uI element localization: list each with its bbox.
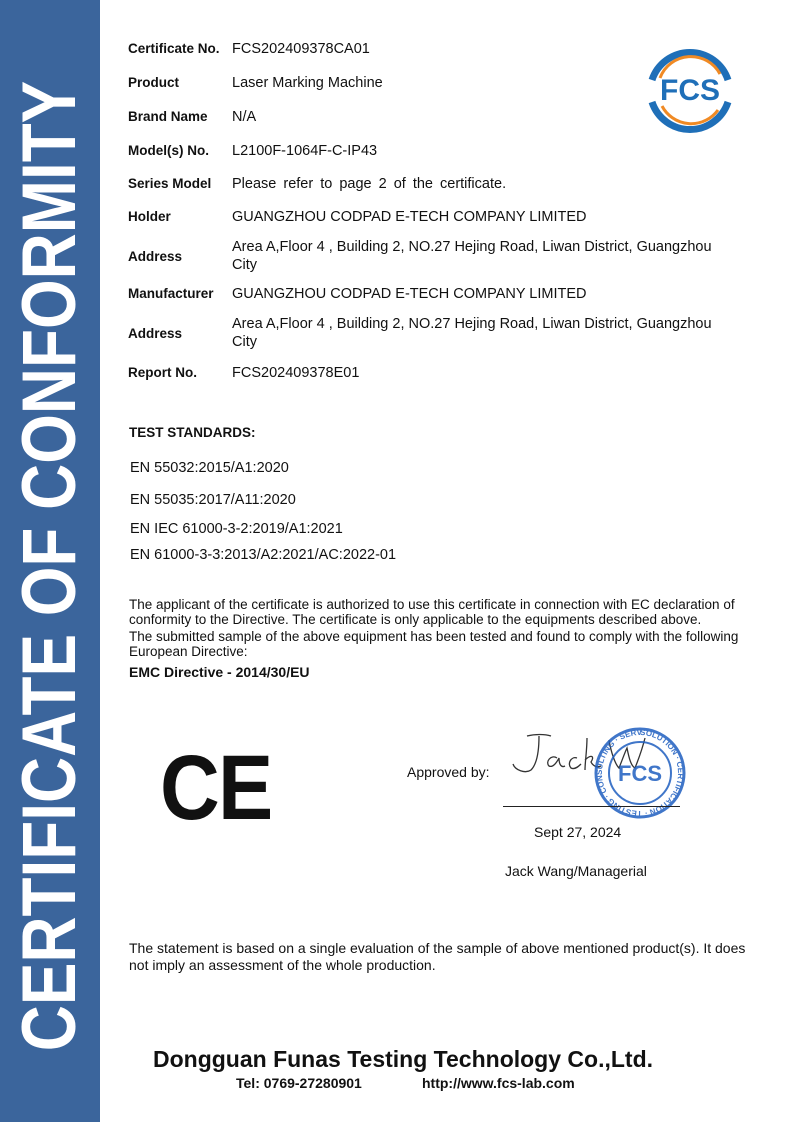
sidebar-title: CERTIFICATE OF CONFORMITY [7, 80, 92, 1052]
sidebar-banner [0, 0, 100, 1122]
approved-by-label: Approved by: [407, 764, 490, 780]
model-label: Model(s) No. [128, 143, 209, 158]
holder-address-label: Address [128, 249, 183, 264]
company-name: Dongguan Funas Testing Technology Co.,Ltd. [153, 1046, 654, 1072]
holder-address-value: Area A,Floor 4 , Building 2, NO.27 Hejing Road, Liwan District, Guangzhou [232, 239, 712, 255]
holder-value: GUANGZHOU CODPAD E-TECH COMPANY LIMITED [232, 209, 587, 225]
directive: EMC Directive - 2014/30/EU [129, 664, 310, 680]
report-no-label: Report No. [128, 365, 197, 380]
company-phone: Tel: 0769-27280901 [236, 1075, 362, 1091]
report-no-value: FCS202409378E01 [232, 365, 360, 381]
model-value: L2100F-1064F-C-IP43 [232, 143, 378, 159]
standard-item: EN 55032:2015/A1:2020 [130, 460, 289, 476]
authorization-paragraph: The applicant of the certificate is authorized to use this certificate in connection with EC declaration of conformity to the Directive. The certificate is only applicable to the equipments described above. [129, 597, 735, 627]
holder-address-city: City [232, 257, 257, 273]
statement: The statement is based on a single evaluation of the sample of above mentioned product(s). It does not imply an assessment of the whole production. [129, 940, 746, 973]
standard-item: EN 61000-3-3:2013/A2:2021/AC:2022-01 [130, 547, 397, 563]
series-model-label: Series Model [128, 176, 212, 191]
signer-name: Jack Wang/Managerial [505, 863, 647, 879]
brand-name-value: N/A [232, 109, 257, 125]
signature-line [503, 806, 680, 807]
standards-heading: TEST STANDARDS: [129, 425, 256, 440]
certificate-no-label: Certificate No. [128, 41, 220, 56]
svg-text:SOLUTION · CERTIFICATION · TES: SOLUTION · CERTIFICATION · TESTING · CONSULTING · SERV [594, 727, 686, 819]
manufacturer-label: Manufacturer [128, 286, 214, 301]
approval-date: Sept 27, 2024 [534, 824, 622, 840]
manufacturer-value: GUANGZHOU CODPAD E-TECH COMPANY LIMITED [232, 286, 587, 302]
standard-item: EN 55035:2017/A11:2020 [130, 492, 296, 508]
series-model-value: Please refer to page 2 of the certificate. [232, 176, 507, 192]
compliance-paragraph: The submitted sample of the above equipment has been tested and found to comply with the following European Directive: [129, 629, 739, 659]
conformity-text [129, 597, 741, 681]
product-value: Laser Marking Machine [232, 75, 383, 91]
manufacturer-address-city: City [232, 334, 257, 350]
certificate-no-value: FCS202409378CA01 [232, 41, 370, 57]
holder-label: Holder [128, 209, 171, 224]
fcs-logo [640, 40, 740, 140]
standard-item: EN IEC 61000-3-2:2019/A1:2021 [130, 521, 343, 537]
manufacturer-address-value: Area A,Floor 4 , Building 2, NO.27 Hejing Road, Liwan District, Guangzhou [232, 316, 712, 332]
product-label: Product [128, 75, 180, 90]
ce-mark: CE [160, 737, 272, 839]
svg-text:FCS: FCS [618, 761, 662, 786]
company-website[interactable]: http://www.fcs-lab.com [422, 1075, 575, 1091]
svg-text:FCS: FCS [660, 74, 720, 107]
manufacturer-address-label: Address [128, 326, 183, 341]
brand-name-label: Brand Name [128, 109, 208, 124]
